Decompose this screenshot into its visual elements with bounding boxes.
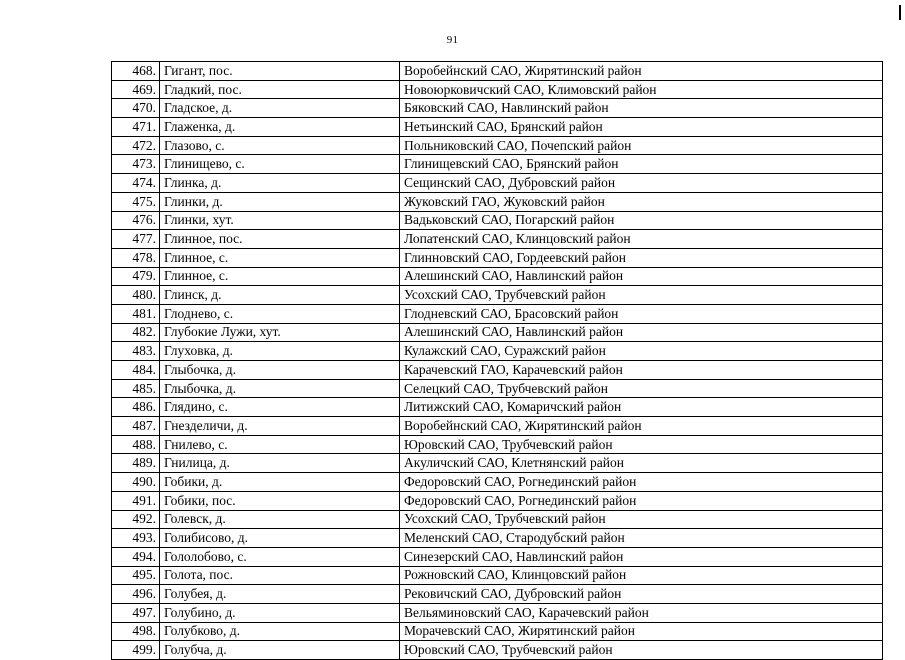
settlement-name-cell: Глинск, д. <box>160 286 400 305</box>
table-row <box>112 454 883 473</box>
settlements-table <box>111 61 883 660</box>
row-number-cell: 499. <box>112 641 160 660</box>
settlements-table-container <box>111 61 882 660</box>
administrative-area-cell: Польниковский САО, Почепский район <box>400 136 883 155</box>
row-number-cell: 485. <box>112 379 160 398</box>
row-number-cell: 491. <box>112 491 160 510</box>
settlement-name-cell: Глубокие Лужи, хут. <box>160 323 400 342</box>
settlement-name-cell: Глядино, с. <box>160 398 400 417</box>
settlement-name-cell: Глаженка, д. <box>160 118 400 137</box>
table-row <box>112 603 883 622</box>
settlement-name-cell: Глинное, пос. <box>160 230 400 249</box>
row-number-cell: 495. <box>112 566 160 585</box>
row-number-cell: 480. <box>112 286 160 305</box>
row-number-cell: 486. <box>112 398 160 417</box>
administrative-area-cell: Глинищевский САО, Брянский район <box>400 155 883 174</box>
table-row <box>112 118 883 137</box>
administrative-area-cell: Воробейнский САО, Жирятинский район <box>400 417 883 436</box>
table-row <box>112 286 883 305</box>
administrative-area-cell: Синезерский САО, Навлинский район <box>400 547 883 566</box>
settlement-name-cell: Глинное, с. <box>160 267 400 286</box>
table-row <box>112 304 883 323</box>
row-number-cell: 498. <box>112 622 160 641</box>
table-row <box>112 529 883 548</box>
table-row <box>112 155 883 174</box>
settlement-name-cell: Глинки, хут. <box>160 211 400 230</box>
row-number-cell: 476. <box>112 211 160 230</box>
administrative-area-cell: Лопатенский САО, Клинцовский район <box>400 230 883 249</box>
row-number-cell: 483. <box>112 342 160 361</box>
row-number-cell: 479. <box>112 267 160 286</box>
row-number-cell: 473. <box>112 155 160 174</box>
settlement-name-cell: Глинки, д. <box>160 192 400 211</box>
table-row <box>112 99 883 118</box>
scan-edge-mark <box>899 5 901 20</box>
row-number-cell: 497. <box>112 603 160 622</box>
administrative-area-cell: Усохский САО, Трубчевский район <box>400 510 883 529</box>
row-number-cell: 493. <box>112 529 160 548</box>
settlement-name-cell: Глыбочка, д. <box>160 379 400 398</box>
table-row <box>112 230 883 249</box>
settlement-name-cell: Глазово, с. <box>160 136 400 155</box>
settlement-name-cell: Гнезделичи, д. <box>160 417 400 436</box>
administrative-area-cell: Воробейнский САО, Жирятинский район <box>400 62 883 81</box>
table-row <box>112 267 883 286</box>
settlement-name-cell: Гобики, пос. <box>160 491 400 510</box>
settlement-name-cell: Гобики, д. <box>160 473 400 492</box>
row-number-cell: 490. <box>112 473 160 492</box>
administrative-area-cell: Карачевский ГАО, Карачевский район <box>400 361 883 380</box>
table-row <box>112 211 883 230</box>
administrative-area-cell: Бяковский САО, Навлинский район <box>400 99 883 118</box>
settlement-name-cell: Голубча, д. <box>160 641 400 660</box>
table-row <box>112 473 883 492</box>
settlement-name-cell: Голубково, д. <box>160 622 400 641</box>
row-number-cell: 472. <box>112 136 160 155</box>
settlement-name-cell: Гнилица, д. <box>160 454 400 473</box>
settlement-name-cell: Гололобово, с. <box>160 547 400 566</box>
row-number-cell: 484. <box>112 361 160 380</box>
table-row <box>112 398 883 417</box>
table-body <box>112 62 883 660</box>
administrative-area-cell: Юровский САО, Трубчевский район <box>400 641 883 660</box>
settlement-name-cell: Гладское, д. <box>160 99 400 118</box>
table-row <box>112 585 883 604</box>
table-row <box>112 136 883 155</box>
row-number-cell: 471. <box>112 118 160 137</box>
row-number-cell: 492. <box>112 510 160 529</box>
settlement-name-cell: Глоднево, с. <box>160 304 400 323</box>
administrative-area-cell: Литижский САО, Комаричский район <box>400 398 883 417</box>
administrative-area-cell: Меленский САО, Стародубский район <box>400 529 883 548</box>
table-row <box>112 417 883 436</box>
administrative-area-cell: Алешинский САО, Навлинский район <box>400 267 883 286</box>
administrative-area-cell: Усохский САО, Трубчевский район <box>400 286 883 305</box>
table-row <box>112 379 883 398</box>
table-row <box>112 547 883 566</box>
row-number-cell: 482. <box>112 323 160 342</box>
settlement-name-cell: Глинищево, с. <box>160 155 400 174</box>
settlement-name-cell: Глуховка, д. <box>160 342 400 361</box>
administrative-area-cell: Рековичский САО, Дубровский район <box>400 585 883 604</box>
row-number-cell: 487. <box>112 417 160 436</box>
table-row <box>112 566 883 585</box>
administrative-area-cell: Алешинский САО, Навлинский район <box>400 323 883 342</box>
administrative-area-cell: Глодневский САО, Брасовский район <box>400 304 883 323</box>
administrative-area-cell: Селецкий САО, Трубчевский район <box>400 379 883 398</box>
administrative-area-cell: Вельяминовский САО, Карачевский район <box>400 603 883 622</box>
row-number-cell: 488. <box>112 435 160 454</box>
administrative-area-cell: Вадьковский САО, Погарский район <box>400 211 883 230</box>
row-number-cell: 477. <box>112 230 160 249</box>
table-row <box>112 435 883 454</box>
administrative-area-cell: Новоюрковичский САО, Климовский район <box>400 80 883 99</box>
table-row <box>112 323 883 342</box>
table-row <box>112 622 883 641</box>
settlement-name-cell: Голубино, д. <box>160 603 400 622</box>
row-number-cell: 478. <box>112 248 160 267</box>
row-number-cell: 481. <box>112 304 160 323</box>
table-row <box>112 192 883 211</box>
administrative-area-cell: Жуковский ГАО, Жуковский район <box>400 192 883 211</box>
administrative-area-cell: Кулажский САО, Суражский район <box>400 342 883 361</box>
administrative-area-cell: Акуличский САО, Клетнянский район <box>400 454 883 473</box>
settlement-name-cell: Голота, пос. <box>160 566 400 585</box>
settlement-name-cell: Глинка, д. <box>160 174 400 193</box>
row-number-cell: 468. <box>112 62 160 81</box>
row-number-cell: 496. <box>112 585 160 604</box>
row-number-cell: 475. <box>112 192 160 211</box>
table-row <box>112 80 883 99</box>
table-row <box>112 641 883 660</box>
administrative-area-cell: Сещинский САО, Дубровский район <box>400 174 883 193</box>
settlement-name-cell: Гладкий, пос. <box>160 80 400 99</box>
table-row <box>112 342 883 361</box>
table-row <box>112 62 883 81</box>
settlement-name-cell: Голубея, д. <box>160 585 400 604</box>
administrative-area-cell: Юровский САО, Трубчевский район <box>400 435 883 454</box>
table-row <box>112 510 883 529</box>
row-number-cell: 489. <box>112 454 160 473</box>
table-row <box>112 361 883 380</box>
administrative-area-cell: Федоровский САО, Рогнединский район <box>400 473 883 492</box>
administrative-area-cell: Рожновский САО, Клинцовский район <box>400 566 883 585</box>
table-row <box>112 248 883 267</box>
settlement-name-cell: Глыбочка, д. <box>160 361 400 380</box>
administrative-area-cell: Морачевский САО, Жирятинский район <box>400 622 883 641</box>
settlement-name-cell: Гнилево, с. <box>160 435 400 454</box>
table-row <box>112 174 883 193</box>
table-row <box>112 491 883 510</box>
administrative-area-cell: Глинновский САО, Гордеевский район <box>400 248 883 267</box>
page-number: 91 <box>446 34 459 46</box>
row-number-cell: 474. <box>112 174 160 193</box>
settlement-name-cell: Голибисово, д. <box>160 529 400 548</box>
settlement-name-cell: Гигант, пос. <box>160 62 400 81</box>
administrative-area-cell: Федоровский САО, Рогнединский район <box>400 491 883 510</box>
administrative-area-cell: Нетьинский САО, Брянский район <box>400 118 883 137</box>
row-number-cell: 494. <box>112 547 160 566</box>
row-number-cell: 470. <box>112 99 160 118</box>
settlement-name-cell: Голевск, д. <box>160 510 400 529</box>
settlement-name-cell: Глинное, с. <box>160 248 400 267</box>
row-number-cell: 469. <box>112 80 160 99</box>
